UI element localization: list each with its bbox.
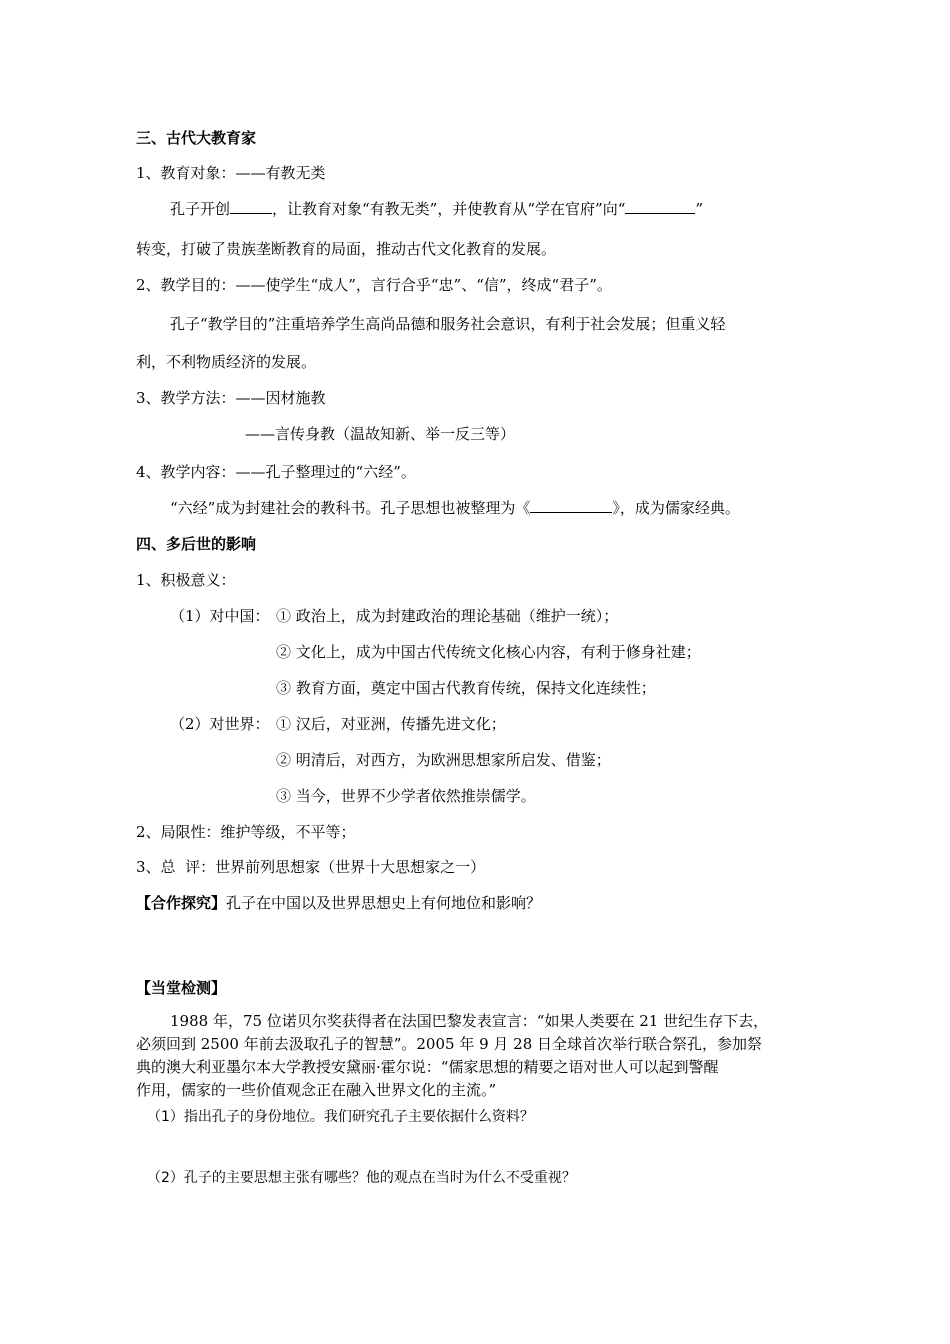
explore-line xyxy=(136,893,541,913)
item-education-target: 1、教育对象：——有教无类 xyxy=(136,164,326,182)
text-span: 》，成为儒家经典。 xyxy=(612,499,740,517)
fill-blank[interactable] xyxy=(530,498,612,513)
fill-blank[interactable] xyxy=(230,199,272,214)
summary: 3、总 评：世界前列思想家（世界十大思想家之一） xyxy=(136,858,486,876)
quote-line-4: 作用，儒家的一些价值观念正在融入世界文化的主流。” xyxy=(136,1081,497,1099)
item-teaching-content: 4、教学内容：——孔子整理过的“六经”。 xyxy=(136,463,416,481)
paragraph-line xyxy=(170,199,703,219)
world-point-3: ③ 当今，世界不少学者依然推崇儒学。 xyxy=(276,787,536,805)
world-point-2: ② 明清后，对西方，为欧洲思想家所启发、借鉴； xyxy=(276,751,611,769)
explore-label: 【合作探究】 xyxy=(136,894,227,912)
paragraph-line: 孔子“教学目的”注重培养学生高尚品德和服务社会意识，有利于社会发展；但重义轻 xyxy=(170,315,726,333)
paragraph-line xyxy=(170,498,740,518)
section-heading-3: 三、古代大教育家 xyxy=(136,129,257,147)
paragraph-line: 利，不利物质经济的发展。 xyxy=(136,353,317,371)
positive-significance-label: 1、积极意义： xyxy=(136,571,236,589)
quote-line-3: 典的澳大利亚墨尔本大学教授安黛丽·霍尔说：“儒家思想的精要之语对世人可以起到警醒 xyxy=(136,1058,719,1076)
item-teaching-goal: 2、教学目的：——使学生“成人”，言行合乎“忠”、“信”，终成“君子”。 xyxy=(136,276,612,294)
limitation: 2、局限性：维护等级，不平等； xyxy=(136,823,356,841)
explore-question: 孔子在中国以及世界思想史上有何地位和影响？ xyxy=(226,894,542,912)
text-span: “六经”成为封建社会的教科书。孔子思想也被整理为《 xyxy=(170,499,531,517)
china-point-2: ② 文化上，成为中国古代传统文化核心内容，有利于修身社建； xyxy=(276,643,701,661)
text-span: ，让教育对象“有教无类”，并使教育从“学在官府”向“ xyxy=(272,200,626,218)
fill-blank[interactable] xyxy=(625,199,695,214)
test-label: 【当堂检测】 xyxy=(136,979,227,997)
question-2: （2）孔子的主要思想主张有哪些？他的观点在当时为什么不受重视？ xyxy=(147,1170,576,1186)
quote-line-2: 必须回到 2500 年前去汲取孔子的智慧”。2005 年 9 月 28 日全球首次举行联合祭孔，参加祭 xyxy=(136,1035,763,1053)
text-span: ” xyxy=(695,200,704,218)
question-1: （1）指出孔子的身份地位。我们研究孔子主要依据什么资料？ xyxy=(147,1109,534,1125)
text-span: 孔子开创 xyxy=(170,200,231,218)
china-point-1: ① 政治上，成为封建政治的理论基础（维护一统）； xyxy=(276,607,619,625)
china-point-3: ③ 教育方面，奠定中国古代教育传统，保持文化连续性； xyxy=(276,679,656,697)
section-heading-4: 四、多后世的影响 xyxy=(136,535,257,553)
world-label: （2）对世界： xyxy=(170,715,270,733)
quote-line-1: 1988 年，75 位诺贝尔奖获得者在法国巴黎发表宣言：“如果人类要在 21 世纪生存下去， xyxy=(170,1012,769,1030)
world-point-1: ① 汉后，对亚洲，传播先进文化； xyxy=(276,715,506,733)
china-label: （1）对中国： xyxy=(170,607,270,625)
paragraph-line: 转变，打破了贵族垄断教育的局面，推动古代文化教育的发展。 xyxy=(136,240,557,258)
item-teaching-method-sub: ——言传身教（温故知新、举一反三等） xyxy=(245,425,516,443)
item-teaching-method: 3、教学方法：——因材施教 xyxy=(136,389,326,407)
